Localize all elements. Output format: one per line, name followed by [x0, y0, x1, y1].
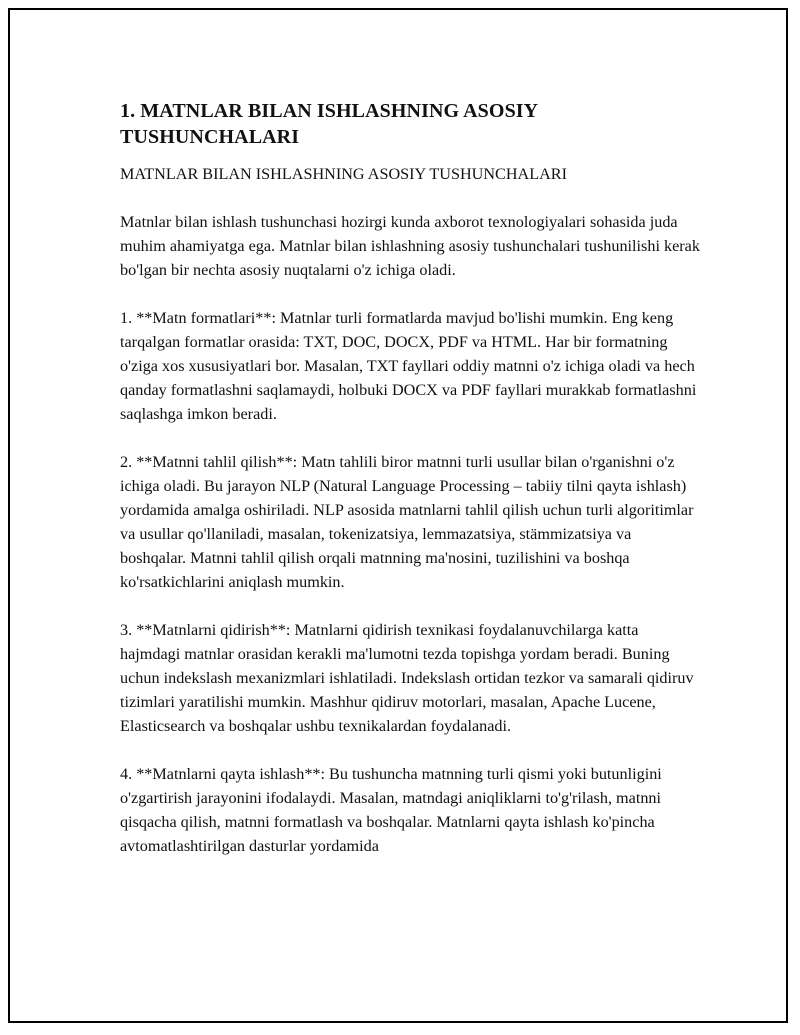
paragraph-text-processing: 4. **Matnlarni qayta ishlash**: Bu tushuncha matnning turli qismi yoki butunligini o'zgartirish jarayonini ifodalaydi. Masalan, matndagi aniqliklarni to'g'rilash, matnni qisqacha qilish, matnni formatlash va boshqalar. Matnlarni qayta ishlash ko'pincha avtomatlashtirilgan dasturlar yordamida [120, 765, 662, 855]
intro-paragraph: Matnlar bilan ishlash tushunchasi hozirgi kunda axborot texnologiyalari sohasida juda muhim ahamiyatga ega. Matnlar bilan ishlashning asosiy tushunchalari tushunilishi kerak bo'lgan bir nechta asosiy nuqtalarni o'z ichiga oladi. [120, 213, 700, 279]
page-frame [8, 8, 788, 1023]
document-title: 1. MATNLAR BILAN ISHLASHNING ASOSIY TUSHUNCHALARI [120, 100, 538, 148]
paragraph-text-formats: 1. **Matn formatlari**: Matnlar turli formatlarda mavjud bo'lishi mumkin. Eng keng tarqalgan formatlar orasida: TXT, DOC, DOCX, PDF va HTML. Har bir formatning o'ziga xos xususiyatlari bor. Masalan, TXT fayllari oddiy matnni o'z ichiga oladi va hech qanday formatlashni saqlamaydi, holbuki DOCX va PDF fayllari murakkab formatlashni saqlashga imkon beradi. [120, 309, 697, 423]
section-subtitle: MATNLAR BILAN ISHLASHNING ASOSIY TUSHUNCHALARI [120, 165, 567, 183]
document-body [120, 98, 700, 882]
paragraph-text-analysis: 2. **Matnni tahlil qilish**: Matn tahlili biror matnni turli usullar bilan o'rganishni o'z ichiga oladi. Bu jarayon NLP (Natural Language Processing – tabiiy tilni qayta ishlash) yordamida amalga oshiriladi. NLP asosida matnlarni tahlil qilish uchun turli algoritimlar va usullar qo'llaniladi, masalan, tokenizatsiya, lemmazatsiya, stämmizatsiya va boshqalar. Matnni tahlil qilish orqali matnning ma'nosini, tuzilishini va boshqa ko'rsatkichlarini aniqlash mumkin. [120, 453, 694, 591]
paragraph-text-search: 3. **Matnlarni qidirish**: Matnlarni qidirish texnikasi foydalanuvchilarga katta hajmdagi matnlar orasidan kerakli ma'lumotni tezda topishga yordam beradi. Buning uchun indekslash mexanizmlari ishlatiladi. Indekslash ortidan tezkor va samarali qidiruv tizimlari yaratilishi mumkin. Mashhur qidiruv motorlari, masalan, Apache Lucene, Elasticsearch va boshqalar ushbu texnikalardan foydalanadi. [120, 621, 694, 735]
